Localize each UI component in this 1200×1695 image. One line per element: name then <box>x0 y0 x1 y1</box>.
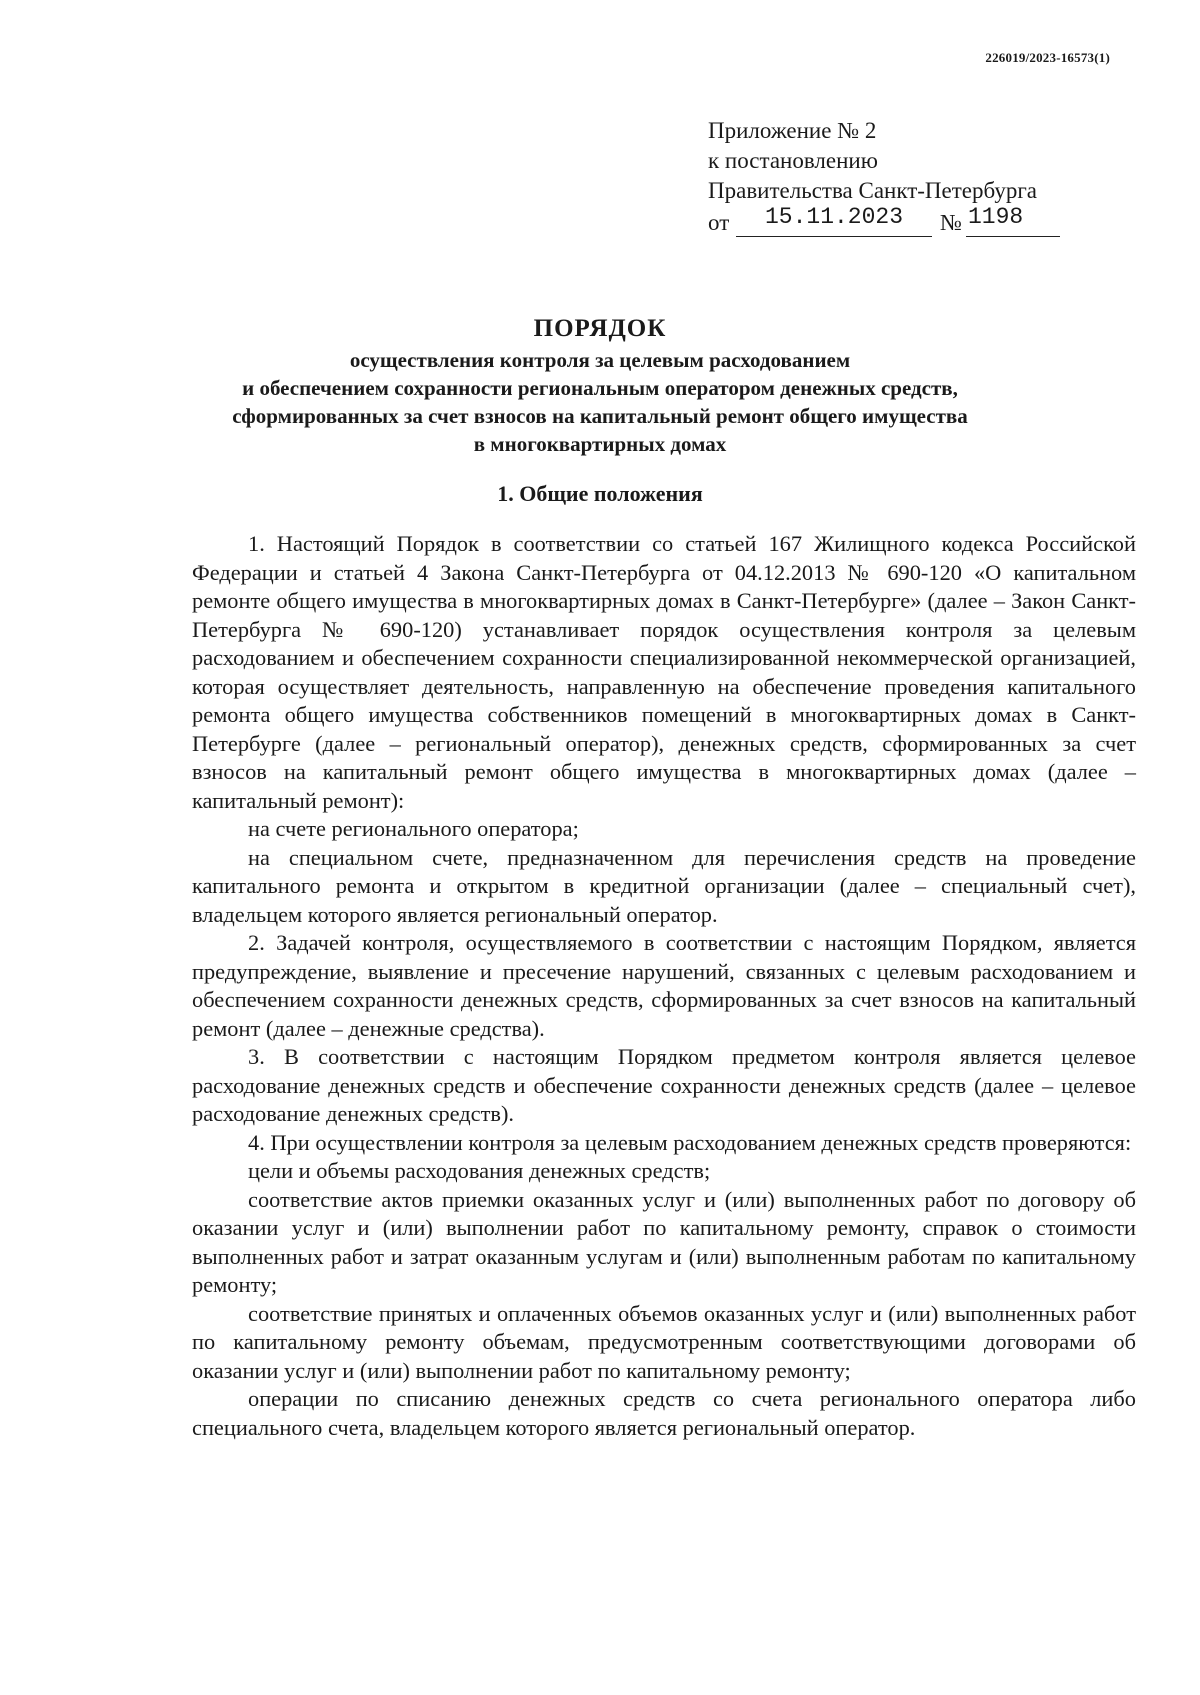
number-label: № <box>940 210 962 235</box>
paragraph: соответствие актов приемки оказанных услуг и (или) выполненных работ по договору об оказании услуг и (или) выполнении работ по капитальному ремонту, справок о стоимости выполненных работ и затрат оказанным услугам и (или) выполненным работам по капитальному ремонту; <box>192 1186 1136 1297</box>
paragraph: 4. При осуществлении контроля за целевым расходованием денежных средств проверяются: <box>248 1129 1132 1155</box>
appendix-government: Правительства Санкт-Петербурга <box>708 178 1037 203</box>
title-sub-line: и обеспечением сохранности региональным оператором денежных средств, <box>242 376 958 400</box>
paragraph: 1. Настоящий Порядок в соответствии со статьей 167 Жилищного кодекса Российской Федерации и статьей 4 Закона Санкт-Петербурга от 04.12.2013 № 690-120 «О капитальном ремонте общего имущества в многоквартирных домах в Санкт-Петербурге» (далее – Закон Санкт-Петербурга № 690-120) устанавливает порядок осуществления контроля за целевым расходованием и обеспечением сохранности специализированной некоммерческой организацией, которая осуществляет деятельность, направленную на обеспечение проведения капитального ремонта общего имущества собственников помещений в многоквартирных домах в Санкт-Петербурге (далее – региональный оператор), денежных средств, сформированных за счет взносов на капитальный ремонт общего имущества в многоквартирных домах (далее – капитальный ремонт): <box>192 531 1136 813</box>
paragraph: цели и объемы расходования денежных средств; <box>248 1158 711 1183</box>
resolution-number: 1198 <box>966 206 1060 237</box>
appendix-ref: к постановлению <box>708 148 878 173</box>
section-body <box>192 530 1136 1442</box>
resolution-date: 15.11.2023 <box>736 206 932 237</box>
document-title <box>100 312 1100 458</box>
title-sub-line: осуществления контроля за целевым расходованием <box>349 348 851 372</box>
paragraph: на счете регионального оператора; <box>248 816 579 841</box>
title-main: ПОРЯДОК <box>533 315 667 342</box>
appendix-title: Приложение № 2 <box>708 118 877 143</box>
resolution-date-number <box>708 206 1068 238</box>
document-id: 226019/2023-16573(1) <box>985 50 1110 65</box>
appendix-block <box>708 116 1068 238</box>
paragraph: 3. В соответствии с настоящим Порядком предметом контроля является целевое расходование денежных средств и обеспечение сохранности денежных средств (далее – целевое расходование денежных средств). <box>192 1044 1136 1126</box>
paragraph: операции по списанию денежных средств со счета регионального оператора либо специального счета, владельцем которого является региональный оператор. <box>192 1386 1136 1440</box>
paragraph: соответствие принятых и оплаченных объемов оказанных услуг и (или) выполненных работ по капитальному ремонту объемам, предусмотренным соответствующими договорами об оказании услуг и (или) выполнении работ по капитальному ремонту; <box>192 1300 1136 1383</box>
title-sub-line: в многоквартирных домах <box>473 432 727 456</box>
date-label: от <box>708 210 730 235</box>
title-sub-line: сформированных за счет взносов на капитальный ремонт общего имущества <box>232 404 968 428</box>
paragraph: на специальном счете, предназначенном для перечисления средств на проведение капитального ремонта и открытом в кредитной организации (далее – специальный счет), владельцем которого является региональный оператор. <box>192 844 1136 927</box>
paragraph: 2. Задачей контроля, осуществляемого в соответствии с настоящим Порядком, является предупреждение, выявление и пресечение нарушений, связанных с целевым расходованием и обеспечением сохранности денежных средств, сформированных за счет взносов на капитальный ремонт (далее – денежные средства). <box>192 930 1136 1041</box>
section-heading: 1. Общие положения <box>497 481 703 506</box>
